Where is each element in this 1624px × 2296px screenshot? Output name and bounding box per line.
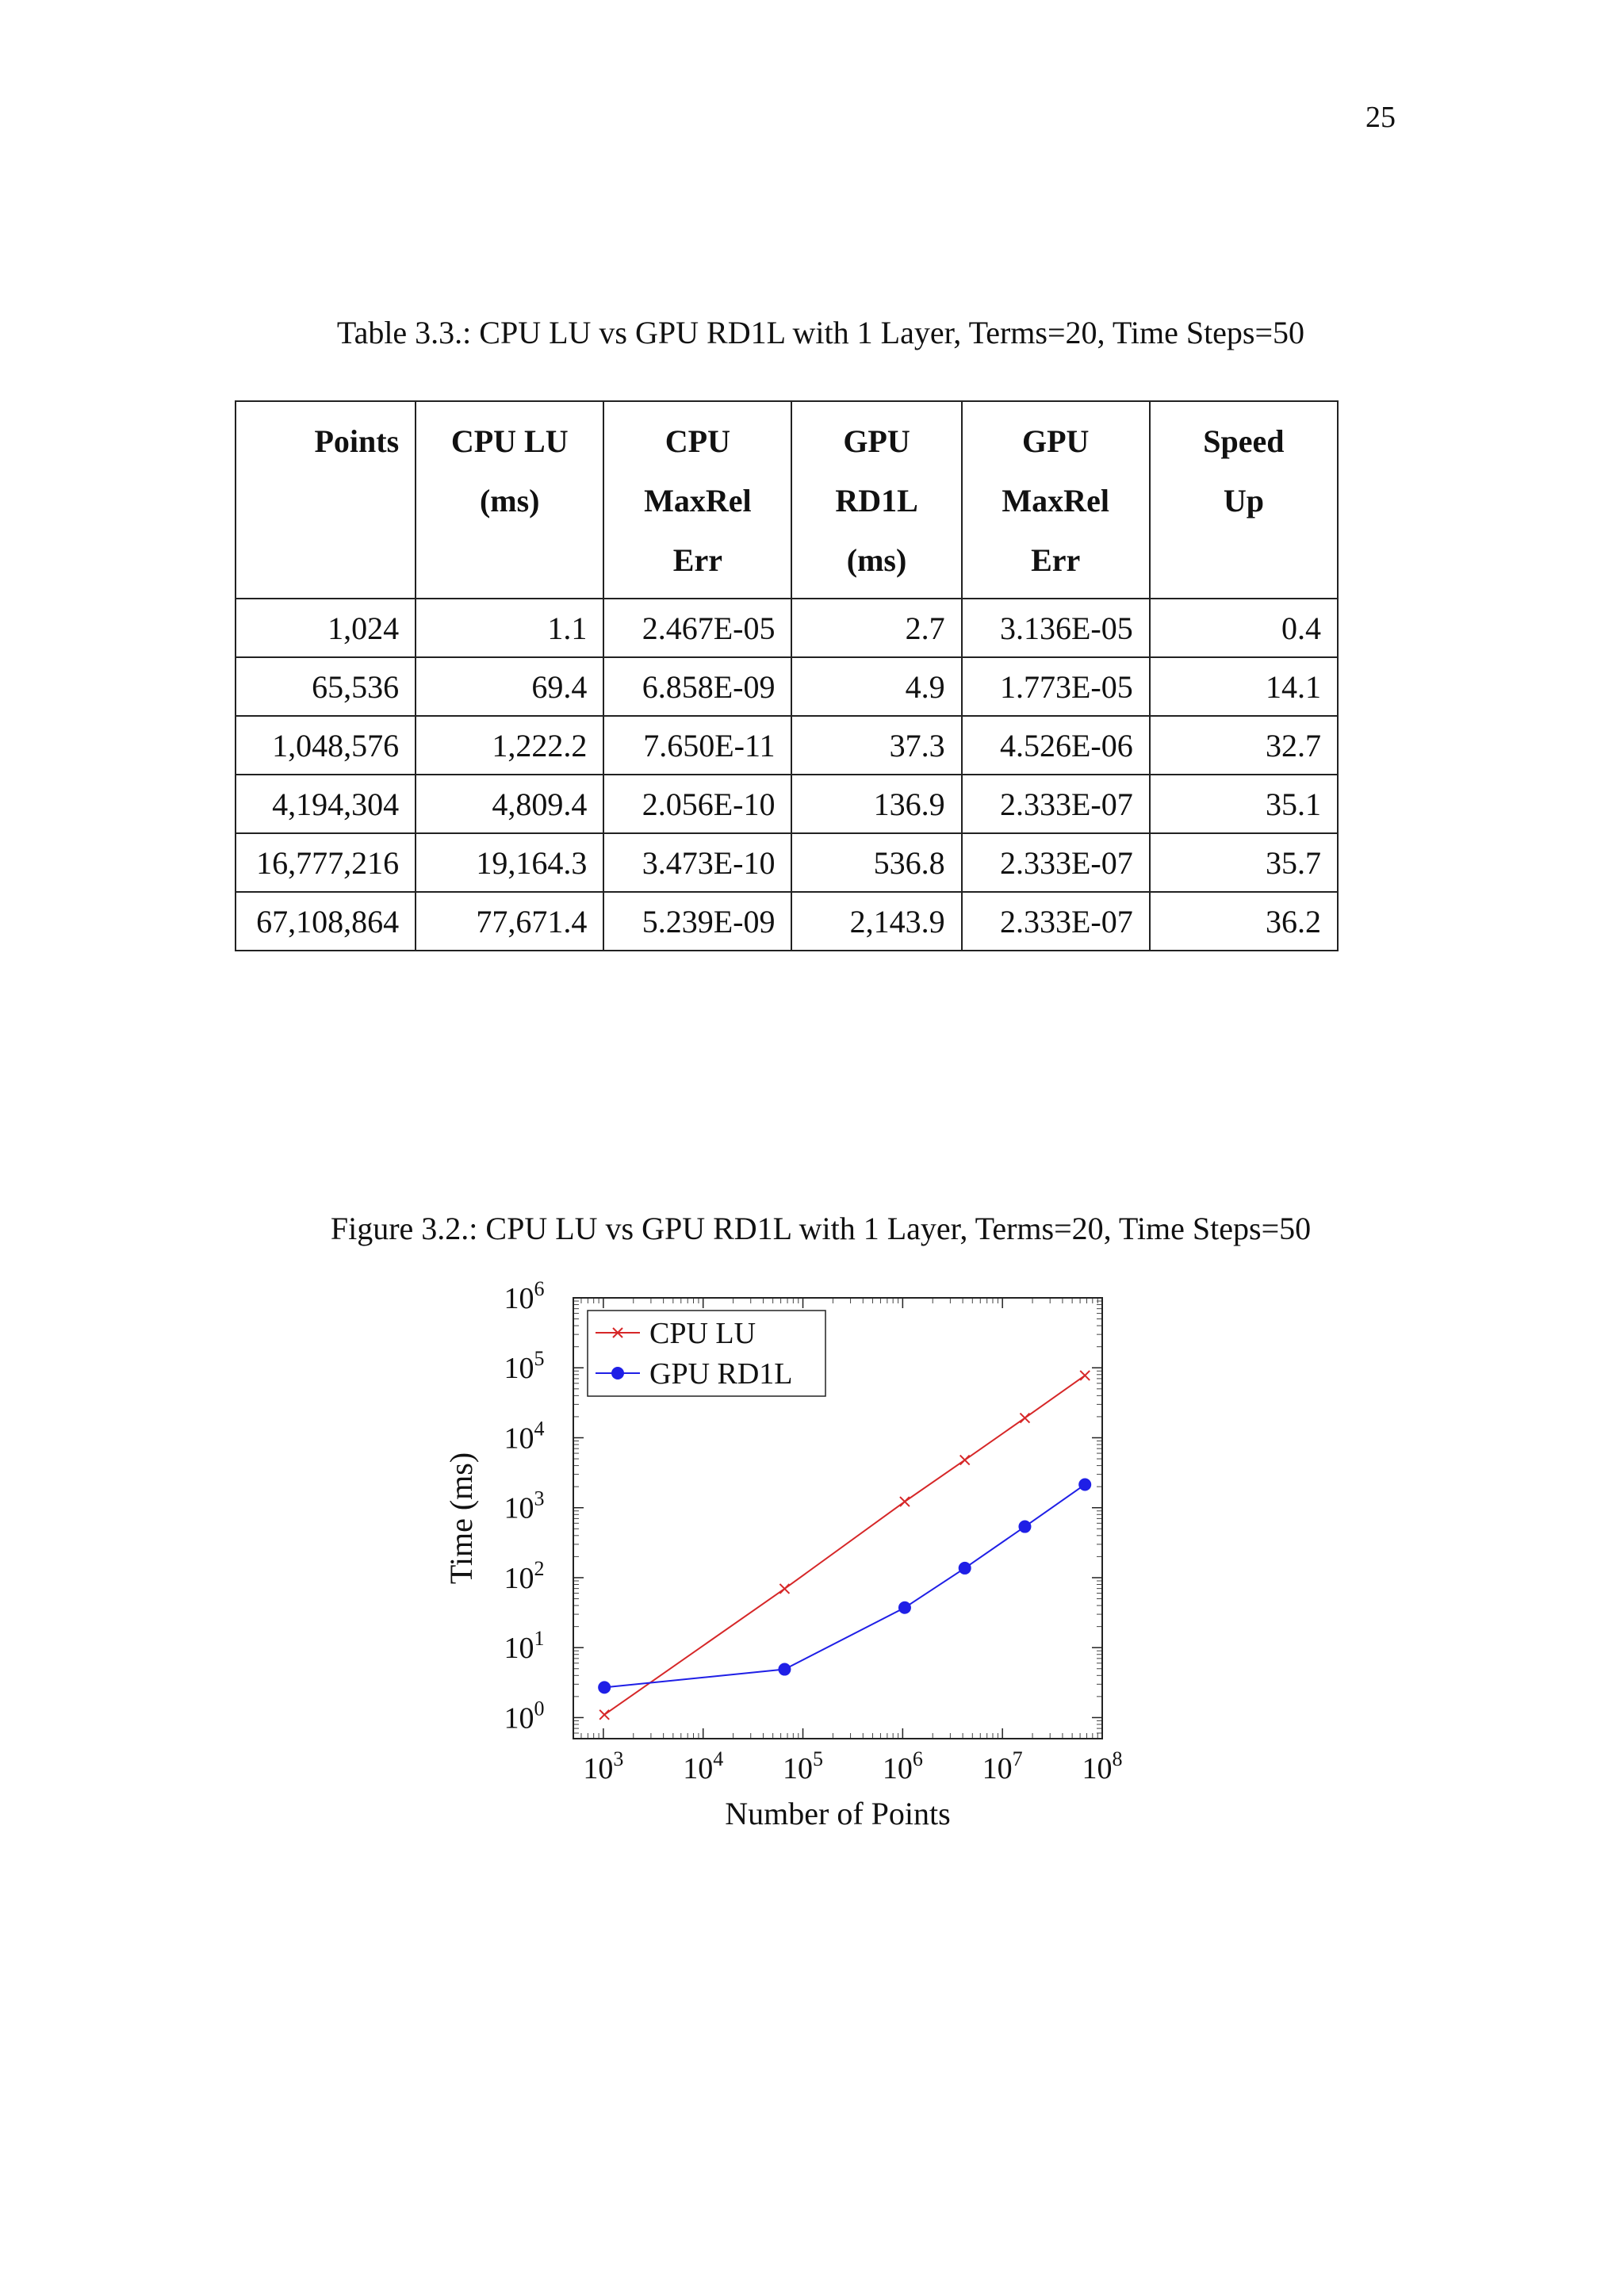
cell-points: 67,108,864 — [236, 892, 416, 951]
cell-cpu-maxrel-err: 2.467E-05 — [603, 599, 791, 657]
legend-label: GPU RD1L — [649, 1357, 793, 1391]
gpu-rd1l-point — [1078, 1478, 1091, 1490]
header-cpu-maxrel-line-3: Err — [672, 542, 722, 578]
legend-circle-marker — [611, 1367, 624, 1380]
cell-speed-up: 14.1 — [1150, 657, 1338, 716]
cpu-lu-point — [1020, 1414, 1029, 1423]
cell-points: 16,777,216 — [236, 833, 416, 892]
header-gpu-rd1l-line-2: RD1L — [835, 483, 918, 519]
results-table — [235, 400, 1339, 951]
x-tick-label: $10^4$ — [683, 1747, 724, 1785]
cell-cpu-lu: 1,222.2 — [416, 716, 603, 775]
header-speed-up-line-1: Speed — [1203, 423, 1285, 459]
header-cpu-lu-line-2: (ms) — [479, 483, 540, 519]
header-speed-up-line-2: Up — [1223, 483, 1264, 519]
header-gpu-rd1l-line-3: (ms) — [846, 542, 907, 578]
cell-cpu-maxrel-err: 3.473E-10 — [603, 833, 791, 892]
cell-speed-up: 36.2 — [1150, 892, 1338, 951]
table-row — [236, 892, 1338, 951]
time-vs-points-chart — [444, 1261, 1126, 1847]
header-cpu-maxrel-line-2: MaxRel — [644, 483, 752, 519]
cell-gpu-maxrel-err: 2.333E-07 — [962, 775, 1150, 833]
gpu-rd1l-point — [598, 1681, 611, 1693]
header-speed-up — [1150, 401, 1338, 599]
cpu-lu-point — [900, 1497, 910, 1506]
x-tick-label: $10^6$ — [882, 1747, 923, 1785]
cell-cpu-maxrel-err: 2.056E-10 — [603, 775, 791, 833]
gpu-rd1l-point — [778, 1663, 791, 1676]
x-tick-label: $10^5$ — [783, 1747, 824, 1785]
cell-speed-up: 32.7 — [1150, 716, 1338, 775]
cell-cpu-lu: 1.1 — [416, 599, 603, 657]
cell-gpu-maxrel-err: 2.333E-07 — [962, 892, 1150, 951]
header-gpu-maxrel-err — [962, 401, 1150, 599]
table-row — [236, 775, 1338, 833]
cell-cpu-lu: 19,164.3 — [416, 833, 603, 892]
cell-speed-up: 35.1 — [1150, 775, 1338, 833]
y-tick-label: $10^4$ — [504, 1417, 545, 1456]
cell-gpu-rd1l: 136.9 — [791, 775, 961, 833]
cell-cpu-lu: 77,671.4 — [416, 892, 603, 951]
cell-cpu-maxrel-err: 7.650E-11 — [603, 716, 791, 775]
table-row — [236, 833, 1338, 892]
cpu-lu-point — [599, 1710, 609, 1720]
header-cpu-maxrel-err — [603, 401, 791, 599]
legend-label: CPU LU — [649, 1317, 756, 1350]
cell-gpu-maxrel-err: 2.333E-07 — [962, 833, 1150, 892]
series-line-gpu-rd1l — [604, 1484, 1085, 1687]
header-points — [236, 401, 416, 599]
header-gpu-rd1l — [791, 401, 961, 599]
y-tick-label: $10^6$ — [504, 1277, 545, 1315]
header-gpu-maxrel-line-2: MaxRel — [1002, 483, 1109, 519]
y-tick-label: $10^2$ — [504, 1556, 545, 1595]
header-gpu-maxrel-line-1: GPU — [1021, 423, 1090, 459]
table-row — [236, 657, 1338, 716]
cell-points: 65,536 — [236, 657, 416, 716]
cell-points: 1,048,576 — [236, 716, 416, 775]
chart-legend — [588, 1311, 825, 1396]
series-line-cpu-lu — [604, 1376, 1085, 1715]
gpu-rd1l-point — [1018, 1521, 1031, 1533]
y-tick-label: $10^0$ — [504, 1697, 545, 1735]
cell-cpu-lu: 69.4 — [416, 657, 603, 716]
page-number: 25 — [1365, 101, 1396, 134]
cpu-lu-point — [779, 1584, 789, 1594]
x-tick-label: $10^7$ — [982, 1747, 1023, 1785]
table-row — [236, 716, 1338, 775]
cell-cpu-lu: 4,809.4 — [416, 775, 603, 833]
header-points-line-1: Points — [314, 423, 400, 459]
cell-gpu-rd1l: 536.8 — [791, 833, 961, 892]
cell-speed-up: 0.4 — [1150, 599, 1338, 657]
cell-points: 1,024 — [236, 599, 416, 657]
header-cpu-lu-line-1: CPU LU — [450, 423, 569, 459]
cell-gpu-rd1l: 4.9 — [791, 657, 961, 716]
y-tick-label: $10^3$ — [504, 1487, 545, 1525]
header-cpu-lu — [416, 401, 603, 599]
header-gpu-maxrel-line-3: Err — [1031, 542, 1081, 578]
cell-gpu-rd1l: 2,143.9 — [791, 892, 961, 951]
cell-cpu-maxrel-err: 6.858E-09 — [603, 657, 791, 716]
x-tick-label: $10^8$ — [1082, 1747, 1123, 1785]
cell-gpu-maxrel-err: 1.773E-05 — [962, 657, 1150, 716]
table-caption: Table 3.3.: CPU LU vs GPU RD1L with 1 Layer, Terms=20, Time Steps=50 — [336, 315, 1305, 350]
gpu-rd1l-point — [898, 1601, 911, 1614]
cell-gpu-rd1l: 37.3 — [791, 716, 961, 775]
cell-gpu-rd1l: 2.7 — [791, 599, 961, 657]
figure-caption: Figure 3.2.: CPU LU vs GPU RD1L with 1 Layer, Terms=20, Time Steps=50 — [330, 1211, 1312, 1246]
cell-speed-up: 35.7 — [1150, 833, 1338, 892]
cell-gpu-maxrel-err: 3.136E-05 — [962, 599, 1150, 657]
cpu-lu-point — [960, 1456, 970, 1465]
header-cpu-maxrel-line-1: CPU — [665, 423, 730, 459]
y-tick-label: $10^5$ — [504, 1347, 545, 1386]
y-axis-label: Time (ms) — [443, 1452, 479, 1585]
header-gpu-rd1l-line-1: GPU — [843, 423, 910, 459]
cell-gpu-maxrel-err: 4.526E-06 — [962, 716, 1150, 775]
table-row — [236, 599, 1338, 657]
x-axis-label: Number of Points — [725, 1796, 951, 1831]
cpu-lu-point — [1080, 1371, 1090, 1380]
gpu-rd1l-point — [959, 1562, 971, 1575]
cell-points: 4,194,304 — [236, 775, 416, 833]
cell-cpu-maxrel-err: 5.239E-09 — [603, 892, 791, 951]
y-tick-label: $10^1$ — [504, 1627, 545, 1666]
x-tick-label: $10^3$ — [583, 1747, 624, 1785]
chart-series — [598, 1371, 1091, 1720]
table-header-row — [236, 401, 1338, 599]
